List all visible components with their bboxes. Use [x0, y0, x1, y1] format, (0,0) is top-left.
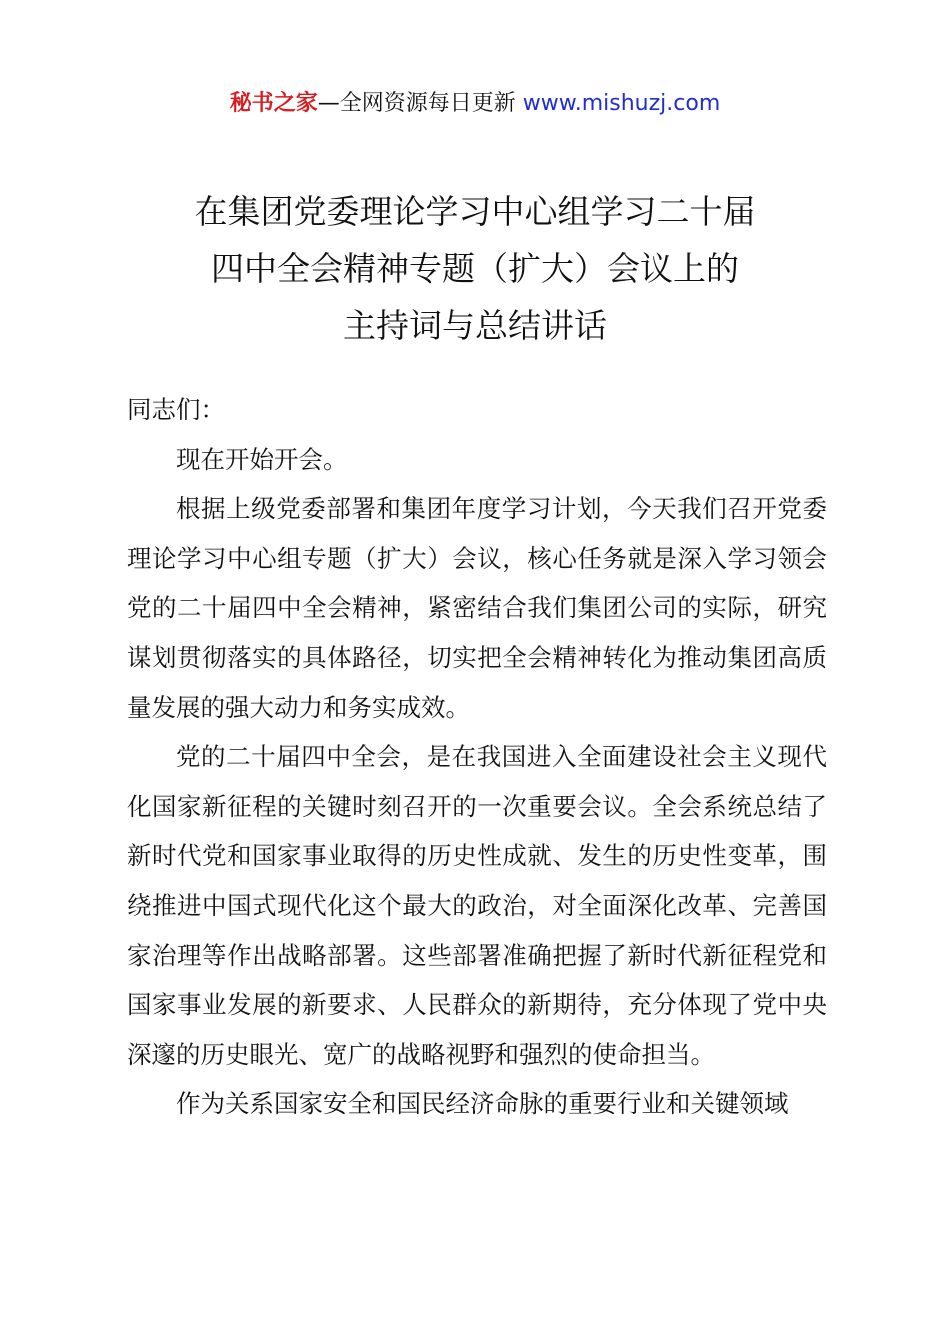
paragraph-4: 作为关系国家安全和国民经济命脉的重要行业和关键领域 — [176, 1089, 789, 1119]
title-line-3: 主持词与总结讲话 — [343, 306, 607, 345]
site-url[interactable]: www.mishuzj.com — [522, 91, 721, 116]
site-header — [0, 88, 950, 120]
brand-name: 秘书之家 — [229, 91, 318, 116]
header-tagline: —全网资源每日更新 — [317, 91, 516, 116]
paragraph-2: 根据上级党委部署和集团年度学习计划，今天我们召开党委理论学习中心组专题（扩大）会议，核心任务就是深入学习领会党的二十届四中全会精神，紧密结合我们集团公司的实际，研究谋划贯彻落实的具体路径，切实把全会精神转化为推动集团高质量发展的强大动力和务实成效。 — [127, 494, 827, 722]
title-line-1: 在集团党委理论学习中心组学习二十届 — [194, 192, 756, 231]
document-title — [0, 183, 950, 354]
title-line-2: 四中全会精神专题（扩大）会议上的 — [211, 249, 739, 288]
document-body — [127, 385, 827, 1129]
paragraph-3: 党的二十届四中全会，是在我国进入全面建设社会主义现代化国家新征程的关键时刻召开的一次重要会议。全会系统总结了新时代党和国家事业取得的历史性成就、发生的历史性变革，围绕推进中国式现代化这个最大的政治，对全面深化改革、完善国家治理等作出战略部署。这些部署准确把握了新时代新征程党和国家事业发展的新要求、人民群众的新期待，充分体现了党中央深邃的历史眼光、宽广的战略视野和强烈的使命担当。 — [127, 742, 827, 1069]
greeting: 同志们： — [127, 395, 225, 424]
paragraph-1: 现在开始开会。 — [176, 444, 348, 474]
